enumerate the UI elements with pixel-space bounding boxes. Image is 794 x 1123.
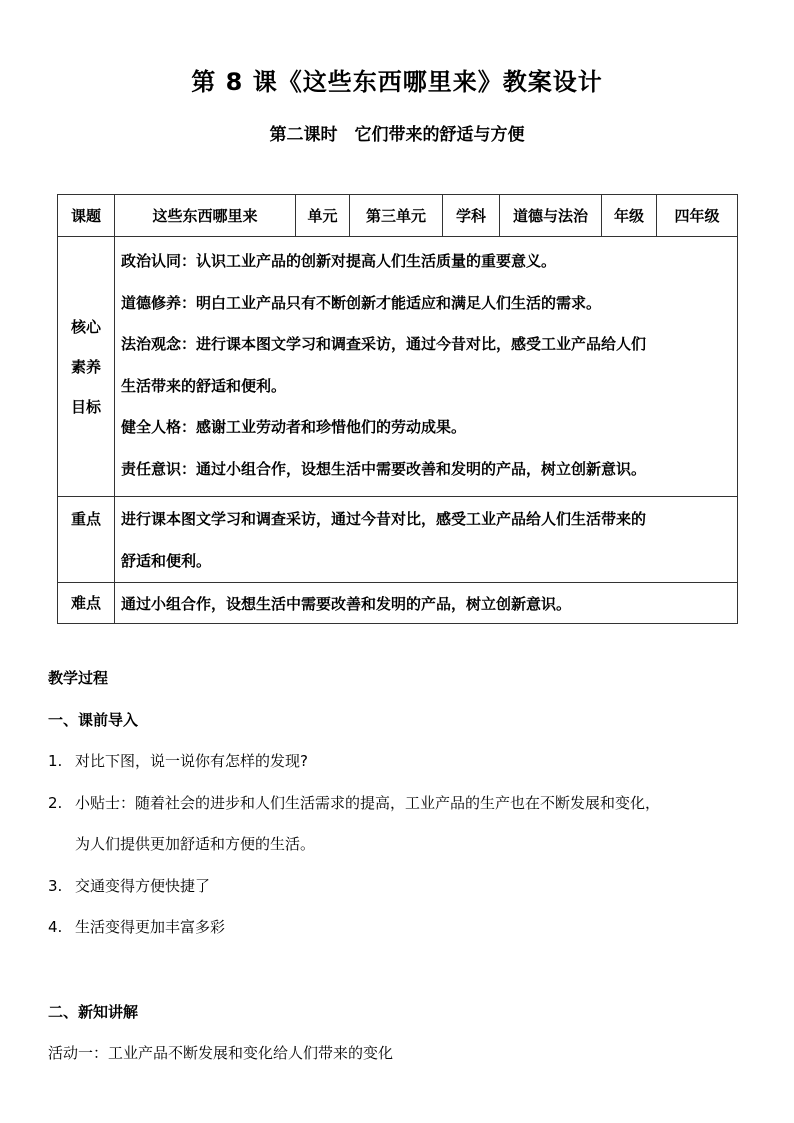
unit-value: 第三单元 — [350, 195, 443, 237]
goal-law: 法治观念：进行课本图文学习和调查采访，通过今昔对比，感受工业产品给人们 — [121, 335, 647, 353]
document-title: 第 8 课《这些东西哪里来》教案设计 — [191, 68, 603, 96]
table-row-difficulty — [58, 583, 738, 624]
goals-content — [115, 237, 738, 497]
list-item: 1. 对比下图，说一说你有怎样的发现? — [48, 752, 308, 770]
goal-law-cont: 生活带来的舒适和便利。 — [121, 376, 287, 395]
section-intro-heading: 一、课前导入 — [48, 711, 139, 729]
discipline-value: 道德与法治 — [500, 195, 602, 237]
goals-label: 核心 素养 目标 — [58, 237, 115, 497]
lesson-info-table — [57, 194, 738, 624]
difficulty-content: 通过小组合作，设想生活中需要改善和发明的产品，树立创新意识。 — [115, 583, 738, 624]
grade-value: 四年级 — [657, 195, 738, 237]
key-points-label: 重点 — [58, 497, 115, 583]
goal-personality: 健全人格：感谢工业劳动者和珍惜他们的劳动成果。 — [121, 418, 467, 436]
table-row-key-points — [58, 497, 738, 583]
activity-one: 活动一：工业产品不断发展和变化给人们带来的变化 — [48, 1044, 394, 1062]
process-heading: 教学过程 — [48, 669, 109, 687]
goal-responsibility: 责任意识：通过小组合作，设想生活中需要改善和发明的产品，树立创新意识。 — [121, 459, 647, 478]
subject-value: 这些东西哪里来 — [115, 195, 296, 237]
key-points-content: 进行课本图文学习和调查采访，通过今昔对比，感受工业产品给人们生活带来的 舒适和便利。 — [115, 497, 738, 583]
difficulty-label: 难点 — [58, 583, 115, 624]
list-item: 4. 生活变得更加丰富多彩 — [48, 918, 226, 936]
list-item: 3. 交通变得方便快捷了 — [48, 877, 211, 895]
list-item: 2. 小贴士：随着社会的进步和人们生活需求的提高，工业产品的生产也在不断发展和变化， — [48, 794, 661, 812]
goal-political: 政治认同：认识工业产品的创新对提高人们生活质量的重要意义。 — [121, 252, 557, 270]
document-subtitle: 第二课时 它们带来的舒适与方便 — [269, 125, 525, 145]
table-row-goals — [58, 237, 738, 497]
unit-label: 单元 — [296, 195, 350, 237]
section-new-knowledge-heading: 二、新知讲解 — [48, 1003, 139, 1021]
table-row-header — [58, 195, 738, 237]
goal-moral: 道德修养：明白工业产品只有不断创新才能适应和满足人们生活的需求。 — [121, 293, 602, 312]
subject-label: 课题 — [58, 195, 115, 237]
grade-label: 年级 — [602, 195, 657, 237]
discipline-label: 学科 — [443, 195, 500, 237]
list-item-continuation: 为人们提供更加舒适和方便的生活。 — [75, 835, 316, 853]
